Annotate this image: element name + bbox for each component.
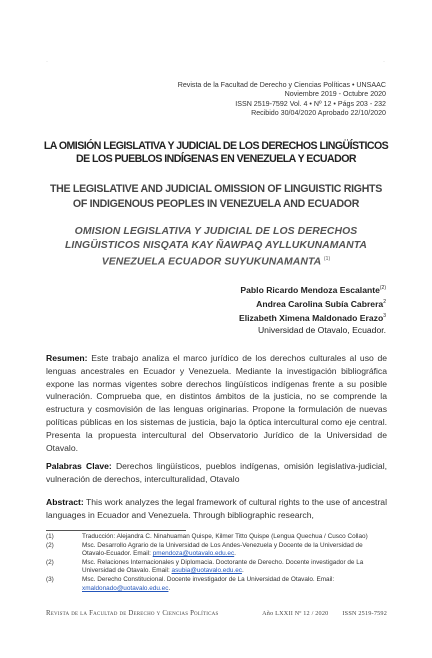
footnote-item <box>46 559 387 576</box>
title-english <box>36 182 396 211</box>
author-name: Andrea Carolina Subía Cabrera <box>256 298 384 309</box>
title-quechua-line: OMISION LEGISLATIVA Y JUDICIAL DE LOS DERECHOS <box>74 226 358 237</box>
author-1 <box>239 282 386 296</box>
email-link[interactable]: asubia@uotavalo.edu.ec <box>171 567 242 575</box>
email-link[interactable]: xmaldonado@uotavalo.edu.ec <box>82 584 169 592</box>
title-quechua-line: LINGÜISTICOS NISQATA KAY ÑAWPAQ AYLLUKUNAMANTA <box>64 239 368 251</box>
footnote-tail: . <box>234 550 236 558</box>
keywords-label: Palabras Clave: <box>46 461 112 471</box>
keywords-section <box>46 460 387 486</box>
author-footnote-marker: 3 <box>383 312 386 319</box>
email-link[interactable]: pmendoza@uotavalo.edu.ec <box>152 550 235 558</box>
abstract-text: This work analyzes the legal framework of cultural rights to the use of ancestral languages in Ecuador and Venezuela. Through bibliographic research, <box>46 497 387 520</box>
title-spanish-line: DE LOS PUEBLOS INDÍGENAS EN VENEZUELA Y ECUADOR <box>75 153 357 165</box>
title-spanish <box>36 140 396 166</box>
title-quechua-line <box>36 253 396 269</box>
footer-issue: Año LXXII Nº 12 / 2020 <box>262 610 329 617</box>
title-quechua-text: VENEZUELA ECUADOR SUYUKUNAMANTA <box>101 256 321 268</box>
header-issn-line: ISSN 2519-7592 Vol. 4 • Nº 12 • Págs 203 - 232 <box>235 99 386 108</box>
author-footnote-marker: 2 <box>383 298 386 305</box>
title-footnote-marker: (1) <box>323 255 331 262</box>
header-journal-line: Revista de la Facultad de Derecho y Ciencias Políticas • UNSAAC <box>177 81 386 89</box>
footnote-item <box>46 576 387 593</box>
resumen-text: Este trabajo analiza el marco jurídico de los derechos culturales al uso de lenguas ancestrales en Ecuador y Venezuela. Mediante la investigación bibliográfica expone las normas vigentes sobre derechos lingüísticos indígenas frente a su posible vulneración. Comprueba que, en distintos ámbitos de la justicia, no se comprende la estructura y cosmovisión de las lenguas originarias. Propone la formulación de nuevas políticas públicas en los sistemas de justicia, bajo la óptica intercultural como eje central. Presenta la propuesta intercultural del Observatorio Jurídico de la Universidad de Otavalo. <box>46 353 387 453</box>
author-2 <box>239 296 386 310</box>
footnote-tail: . <box>168 584 171 592</box>
crop-mark-left: · <box>46 59 48 65</box>
footnote-item <box>46 542 387 559</box>
title-spanish-line: LA OMISIÓN LEGISLATIVA Y JUDICIAL DE LOS DERECHOS LINGÜÍSTICOS <box>43 140 389 152</box>
footnote-number: (3) <box>46 575 54 583</box>
resumen-label: Resumen: <box>46 353 88 363</box>
footnote-number: (1) <box>46 533 54 540</box>
author-footnote-marker: (2) <box>379 285 386 291</box>
footnote-number: (2) <box>46 541 54 549</box>
header-received-line: Recibido 30/04/2020 Aprobado 22/10/2020 <box>251 109 386 118</box>
footnotes <box>46 533 387 593</box>
author-affiliation: Universidad de Otavalo, Ecuador. <box>257 324 386 335</box>
author-block <box>239 282 386 336</box>
author-3 <box>239 310 386 324</box>
footnote-text: Msc. Derecho Constitucional. Docente investigador de La Universidad de Otavalo. Email: <box>82 575 335 583</box>
footnote-text: Traducción: Alejandra C. Ninahuaman Quispe, Kilmer Titto Quispe (Lengua Quechua / Cusco Collao) <box>82 533 368 540</box>
footnote-item <box>46 533 387 542</box>
abstract-section <box>46 496 387 522</box>
footnote-text: Msc. Relaciones Internacionales y Diplomacia. Doctorante de Derecho. Docente investigador de La Universidad de Otavalo. Email: <box>82 558 364 575</box>
author-name: Pablo Ricardo Mendoza Escalante <box>240 284 380 295</box>
title-english-line: OF INDIGENOUS PEOPLES IN VENEZUELA AND ECUADOR <box>72 197 360 210</box>
resumen-section <box>46 352 387 454</box>
crop-mark-right: · <box>383 59 385 65</box>
abstract-label: Abstract: <box>46 497 84 507</box>
footer-journal: Revista de la Facultad de Derecho y Ciencias Políticas <box>46 610 219 617</box>
header-date-line: Noviembre 2019 - Octubre 2020 <box>284 90 386 99</box>
title-quechua <box>36 225 396 269</box>
footnote-divider <box>46 530 186 531</box>
keywords-text: Derechos lingüísticos, pueblos indígenas, omisión legislativa-judicial, vulneración de derechos, interculturalidad, Otavalo <box>46 461 388 484</box>
journal-header <box>178 81 386 119</box>
footnote-text: Msc. Desarrollo Agrario de la Universidad de Los Andes-Venezuela y Docente de la Universidad de Otavalo-Ecuador. Email: <box>82 541 363 558</box>
author-name: Elizabeth Ximena Maldonado Erazo <box>239 312 384 323</box>
footer-issn: ISSN 2519-7592 <box>342 610 387 617</box>
footnote-number: (2) <box>46 558 54 566</box>
title-english-line: THE LEGISLATIVE AND JUDICIAL OMISSION OF LINGUISTIC RIGHTS <box>49 183 382 195</box>
footnote-tail: . <box>241 567 244 575</box>
footer-right <box>262 610 387 617</box>
page-footer <box>46 610 387 617</box>
